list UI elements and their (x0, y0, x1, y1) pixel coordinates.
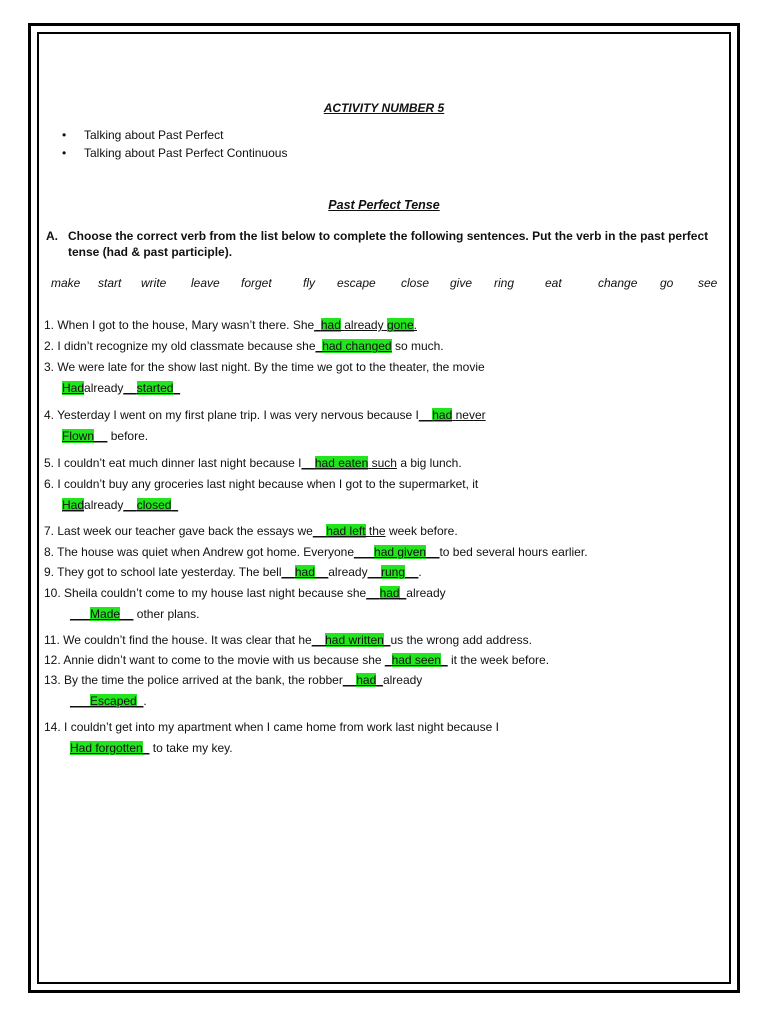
answer-highlight: had written (325, 633, 384, 647)
word-bank-item: go (660, 276, 674, 290)
word-bank-item: ring (494, 276, 515, 290)
exercise-item: 6. I couldn’t buy any groceries last night because when I got to the supermarket, it (44, 477, 479, 491)
answer-highlight: had (356, 673, 377, 687)
answer-highlight: had eaten (314, 456, 369, 470)
answer-highlight: rung (380, 565, 405, 579)
section-title: Past Perfect Tense (328, 198, 440, 212)
exercise-item: 11. We couldn’t find the house. It was clear that he__had written_us the wrong add address. (44, 633, 532, 647)
word-bank-item: forget (241, 276, 272, 290)
answer-highlight: had given (374, 545, 427, 559)
exercise-item-continued: Had forgotten_ to take my key. (70, 741, 233, 755)
word-bank-item: write (141, 276, 167, 290)
exercise-item-continued: Hadalready__started_ (62, 381, 181, 395)
word-bank-item: see (698, 276, 718, 290)
exercise-item-continued: ___Made__ other plans. (70, 607, 200, 621)
instruction-text: Choose the correct verb from the list below to complete the following sentences. Put the verb in the past perfect tense (had & past participle). (68, 229, 709, 259)
exercise-item: 10. Sheila couldn’t come to my house last night because she__had_already (44, 586, 446, 600)
answer-highlight: had seen (391, 653, 441, 667)
instruction (46, 228, 726, 260)
answer-highlight: had (432, 408, 453, 422)
bullet-icon: • (62, 146, 67, 160)
word-bank-item: fly (303, 276, 315, 290)
bullet-item: • Talking about Past Perfect Continuous (62, 146, 288, 160)
answer-highlight: Flown (62, 429, 95, 443)
word-bank-item: leave (191, 276, 220, 290)
answer-highlight: had (320, 318, 341, 332)
word-bank-item: eat (545, 276, 562, 290)
word-bank-item: give (450, 276, 473, 290)
exercise-item-continued: Flown__ before. (62, 429, 149, 443)
word-bank-item: start (98, 276, 122, 290)
exercise-item: 1. When I got to the house, Mary wasn’t there. She_had already gone. (44, 318, 417, 332)
exercise-item-continued: Hadalready__closed_ (62, 498, 179, 512)
answer-highlight: had left (326, 524, 366, 538)
answer-highlight: had changed (322, 339, 392, 353)
answer-highlight: had (379, 586, 400, 600)
answer-highlight: Escaped (90, 694, 137, 708)
word-bank-item: escape (337, 276, 376, 290)
answer-highlight: Had (62, 381, 85, 395)
word-bank-item: close (401, 276, 430, 290)
answer-highlight: had (294, 565, 315, 579)
exercise-item: 5. I couldn’t eat much dinner last night because I__had eaten such a big lunch. (44, 456, 462, 470)
exercise-item-continued: ___Escaped_. (70, 694, 147, 708)
answer-highlight: closed (136, 498, 172, 512)
instruction-letter: A. (46, 229, 58, 243)
bullet-item: • Talking about Past Perfect (62, 128, 224, 142)
answer-highlight: Made (90, 607, 121, 621)
word-bank-item: make (51, 276, 81, 290)
exercise-item: 13. By the time the police arrived at the bank, the robber__had_already (44, 673, 423, 687)
answer-highlight: gone (386, 318, 414, 332)
answer-highlight: Had (62, 498, 85, 512)
exercise-item: 9. They got to school late yesterday. The bell__had__already__rung__. (44, 565, 422, 579)
exercise-item: 14. I couldn’t get into my apartment when I came home from work last night because I (44, 720, 499, 734)
exercise-item: 2. I didn’t recognize my old classmate because she_had changed so much. (44, 339, 444, 353)
activity-title: ACTIVITY NUMBER 5 (323, 101, 445, 115)
exercise-item: 3. We were late for the show last night. By the time we got to the theater, the movie (44, 360, 485, 374)
exercise-item: 12. Annie didn’t want to come to the movie with us because she _had seen_ it the week before. (44, 653, 550, 667)
answer-highlight: started (136, 381, 174, 395)
exercise-item: 4. Yesterday I went on my first plane trip. I was very nervous because I__had never (44, 408, 486, 422)
bullet-icon: • (62, 128, 67, 142)
exercise-item: 8. The house was quiet when Andrew got home. Everyone___had given__to bed several hours earlier. (44, 545, 588, 559)
word-bank-item: change (598, 276, 638, 290)
exercise-item: 7. Last week our teacher gave back the essays we__had left the week before. (44, 524, 458, 538)
answer-highlight: Had forgotten (70, 741, 143, 755)
